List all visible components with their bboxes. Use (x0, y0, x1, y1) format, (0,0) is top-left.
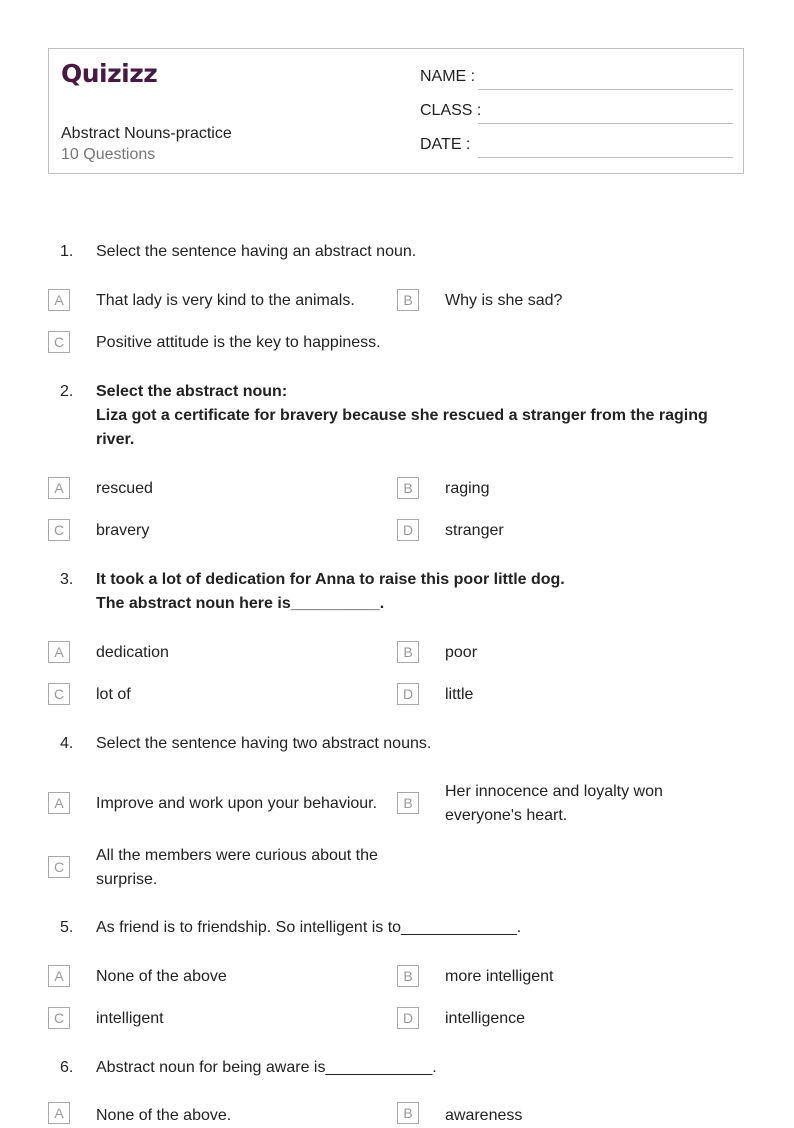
question-text (96, 1056, 736, 1080)
option-b-text[interactable]: more intelligent (445, 968, 554, 985)
question-number: 6. (60, 1059, 74, 1076)
worksheet-header (48, 48, 744, 174)
option-c-text[interactable] (96, 844, 378, 892)
option-c-text[interactable]: bravery (96, 522, 150, 539)
option-b-box[interactable]: B (397, 792, 419, 814)
question-count: 10 Questions (61, 146, 156, 163)
option-b-text[interactable]: Why is she sad? (445, 292, 563, 309)
option-a-text[interactable]: None of the above (96, 968, 227, 985)
option-c-box[interactable]: C (48, 519, 70, 541)
question-text (96, 916, 736, 940)
question-text (96, 240, 736, 264)
option-c-text[interactable]: intelligent (96, 1010, 164, 1027)
option-d-text[interactable]: little (445, 686, 474, 703)
question-line: Select the abstract noun: (96, 383, 288, 400)
name-label: NAME : (420, 68, 476, 85)
question-number: 2. (60, 383, 74, 400)
date-line[interactable] (478, 157, 733, 158)
option-a-box[interactable]: A (48, 289, 70, 311)
option-a-box[interactable]: A (48, 1102, 70, 1124)
option-b-text[interactable]: poor (445, 644, 478, 661)
option-c-box[interactable]: C (48, 856, 70, 878)
worksheet-title: Abstract Nouns-practice (61, 125, 232, 142)
option-a-text[interactable]: None of the above. (96, 1107, 232, 1124)
option-b-text[interactable]: raging (445, 480, 490, 497)
option-b-text[interactable] (445, 780, 663, 828)
question-number: 3. (60, 571, 74, 588)
option-b-box[interactable]: B (397, 477, 419, 499)
question-line: Select the sentence having an abstract noun. (96, 243, 417, 260)
question-line: Select the sentence having two abstract nouns. (96, 735, 432, 752)
question-line: Abstract noun for being aware is____________. (96, 1059, 437, 1076)
option-a-text[interactable]: That lady is very kind to the animals. (96, 292, 355, 309)
option-line: Her innocence and loyalty won (445, 783, 663, 800)
quizizz-logo: Quizizz (61, 59, 158, 88)
option-a-box[interactable]: A (48, 792, 70, 814)
question-number: 4. (60, 735, 74, 752)
option-a-box[interactable]: A (48, 477, 70, 499)
question-text (96, 568, 736, 616)
option-d-text[interactable]: intelligence (445, 1010, 526, 1027)
option-c-box[interactable]: C (48, 1007, 70, 1029)
option-line: surprise. (96, 871, 158, 888)
question-line: river. (96, 431, 135, 448)
option-a-box[interactable]: A (48, 965, 70, 987)
question-line: The abstract noun here is__________. (96, 595, 385, 612)
option-d-box[interactable]: D (397, 1007, 419, 1029)
option-line: All the members were curious about the (96, 847, 378, 864)
class-line[interactable] (478, 123, 733, 124)
option-b-box[interactable]: B (397, 289, 419, 311)
option-b-text[interactable]: awareness (445, 1107, 523, 1124)
option-c-box[interactable]: C (48, 683, 70, 705)
name-line[interactable] (478, 89, 733, 90)
option-d-text[interactable]: stranger (445, 522, 504, 539)
question-text (96, 380, 736, 452)
class-label: CLASS : (420, 102, 482, 119)
option-c-text[interactable]: lot of (96, 686, 131, 703)
option-b-box[interactable]: B (397, 965, 419, 987)
question-line: As friend is to friendship. So intelligent is to_____________. (96, 919, 522, 936)
option-c-box[interactable]: C (48, 331, 70, 353)
option-a-text[interactable]: rescued (96, 480, 153, 497)
question-number: 1. (60, 243, 74, 260)
option-a-box[interactable]: A (48, 641, 70, 663)
option-d-box[interactable]: D (397, 683, 419, 705)
option-b-box[interactable]: B (397, 641, 419, 663)
question-line: It took a lot of dedication for Anna to raise this poor little dog. (96, 571, 565, 588)
question-number: 5. (60, 919, 74, 936)
option-a-text[interactable]: dedication (96, 644, 169, 661)
question-line: Liza got a certificate for bravery because she rescued a stranger from the raging (96, 407, 708, 424)
option-line: everyone's heart. (445, 807, 568, 824)
option-a-text[interactable]: Improve and work upon your behaviour. (96, 795, 378, 812)
date-label: DATE : (420, 136, 471, 153)
question-text (96, 732, 736, 756)
option-d-box[interactable]: D (397, 519, 419, 541)
option-c-text[interactable]: Positive attitude is the key to happiness. (96, 334, 381, 351)
option-b-box[interactable]: B (397, 1102, 419, 1124)
